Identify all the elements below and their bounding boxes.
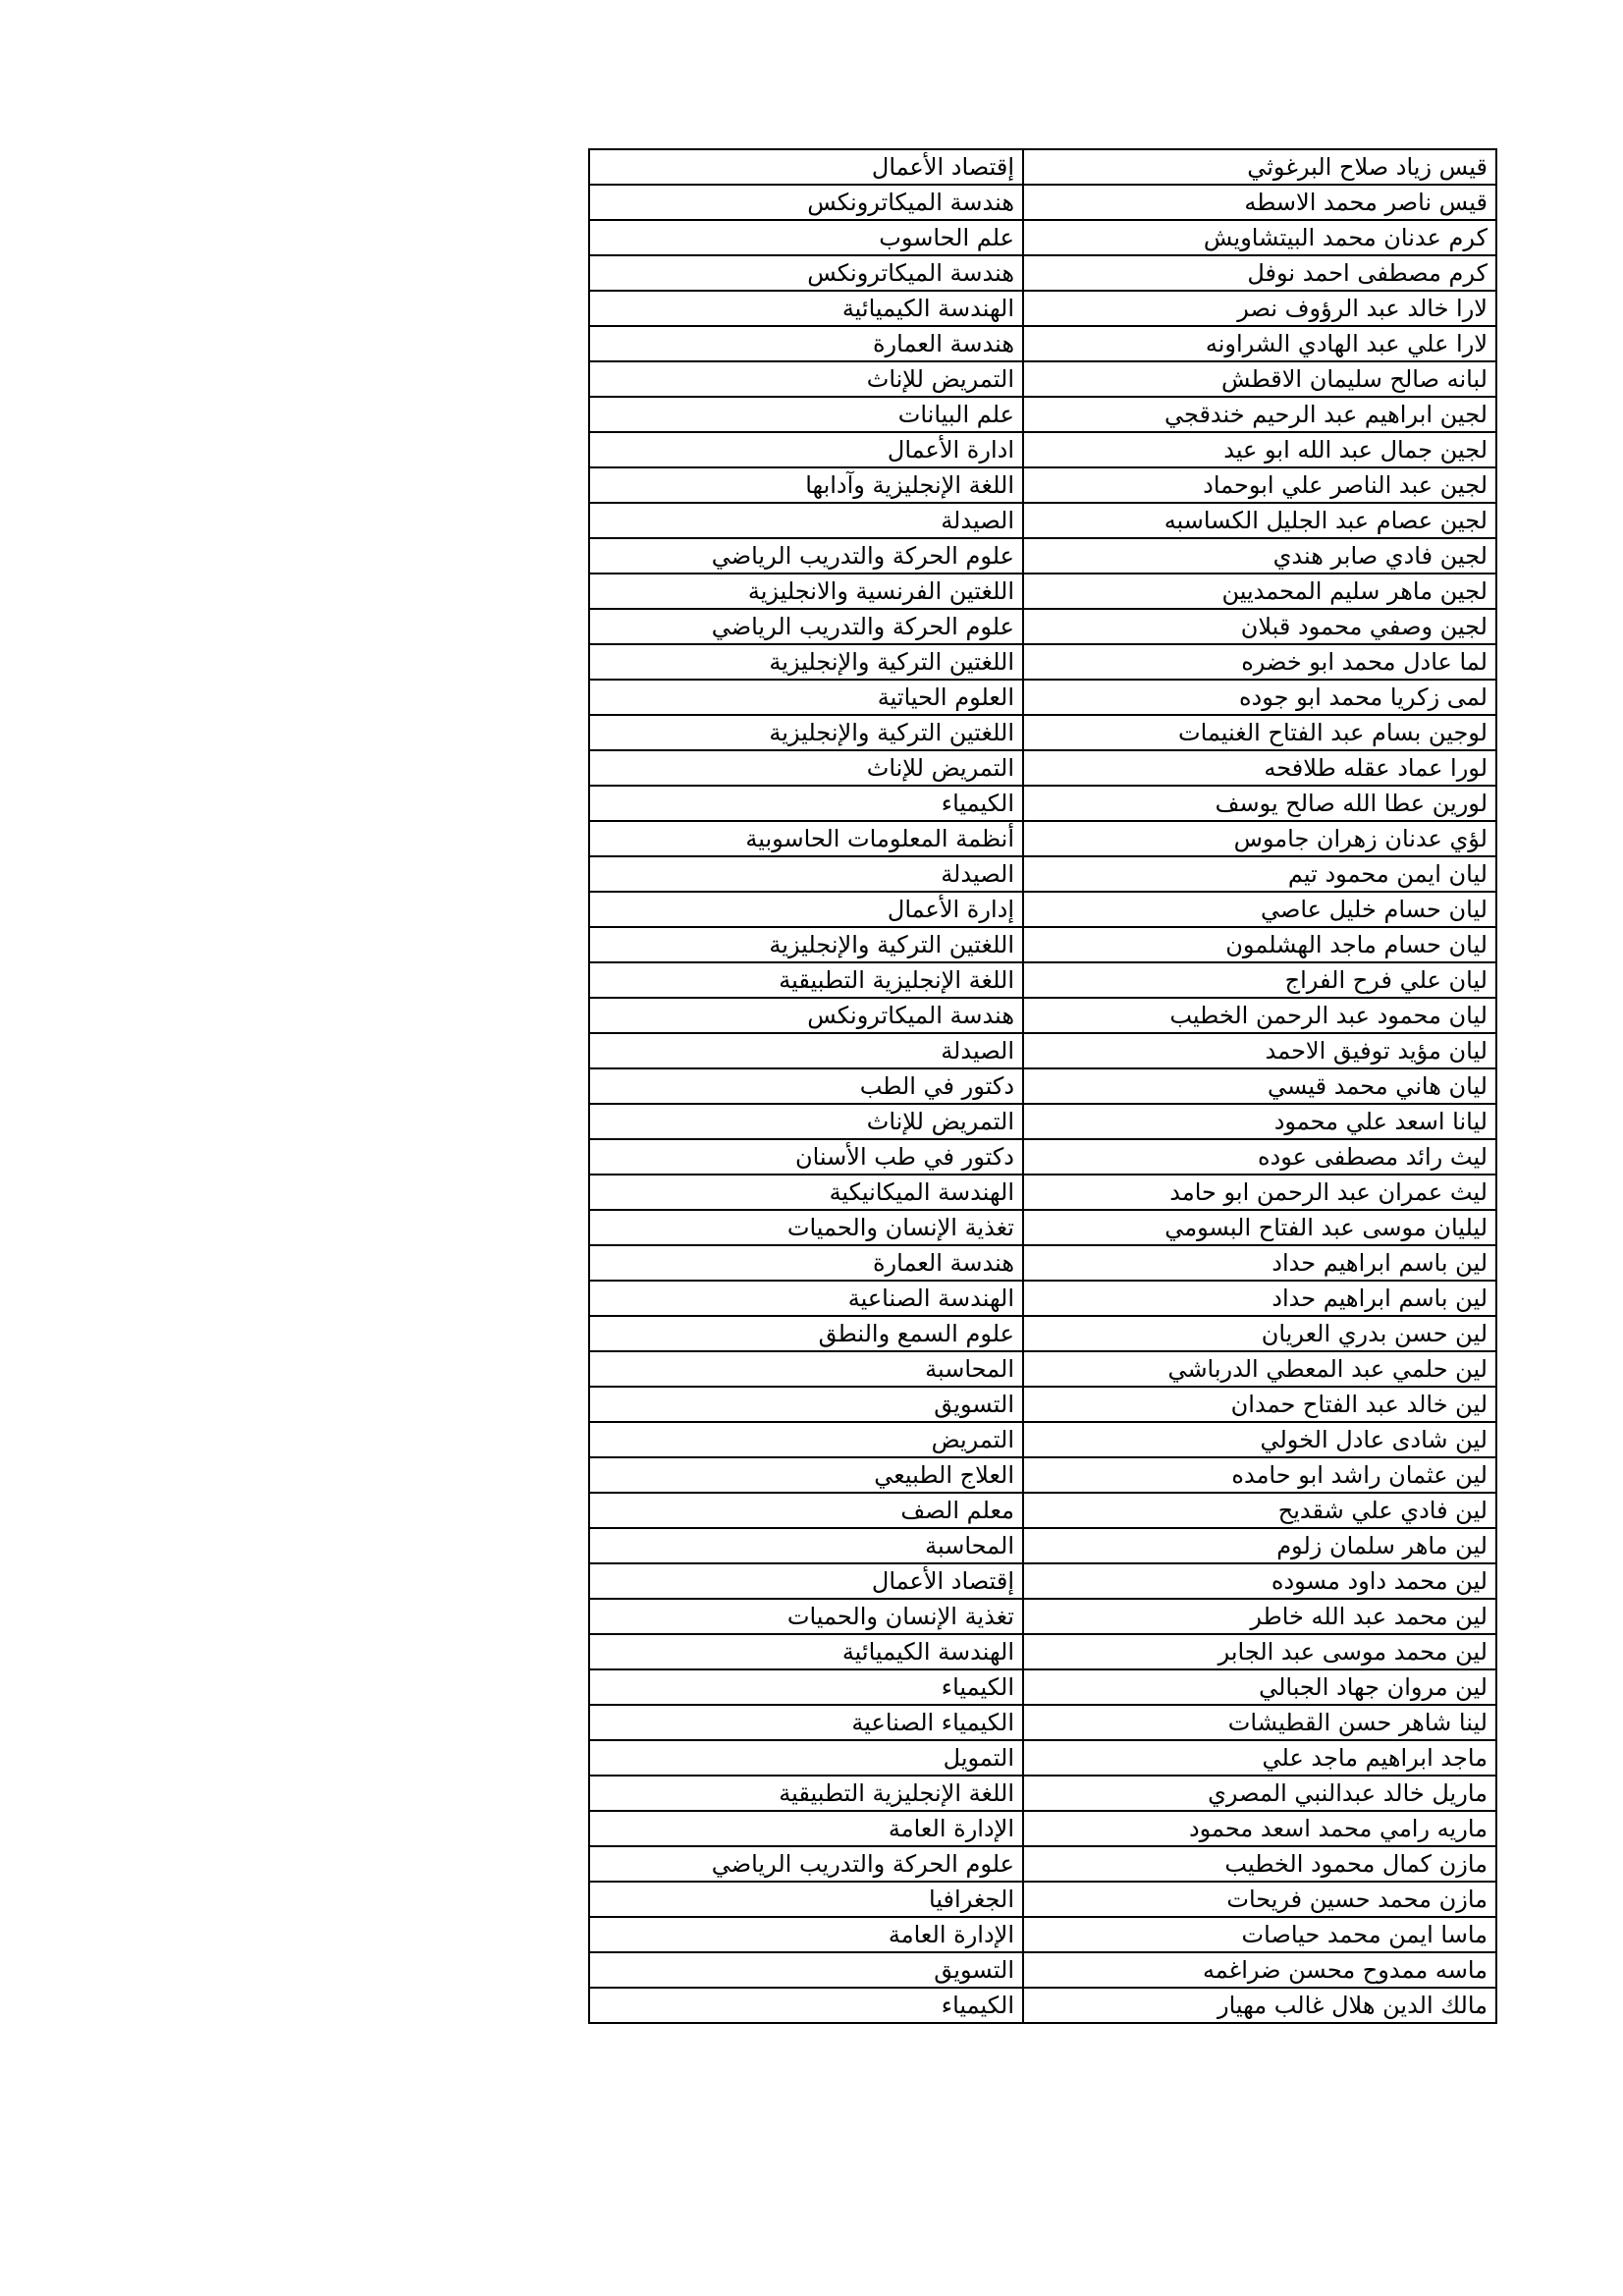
student-name-cell: لين فادي علي شقديح bbox=[1023, 1493, 1496, 1528]
major-cell: هندسة الميكاترونكس bbox=[589, 998, 1023, 1033]
table-row bbox=[589, 1033, 1496, 1068]
table-row bbox=[589, 467, 1496, 503]
student-name-cell: لين خالد عبد الفتاح حمدان bbox=[1023, 1387, 1496, 1422]
table-row bbox=[589, 255, 1496, 291]
table-row bbox=[589, 538, 1496, 574]
table-row bbox=[589, 680, 1496, 715]
major-cell: الكيمياء bbox=[589, 1669, 1023, 1705]
major-cell: هندسة الميكاترونكس bbox=[589, 185, 1023, 220]
table-row bbox=[589, 432, 1496, 467]
major-cell: هندسة الميكاترونكس bbox=[589, 255, 1023, 291]
table-row bbox=[589, 1846, 1496, 1882]
student-name-cell: لبانه صالح سليمان الاقطش bbox=[1023, 361, 1496, 397]
major-cell: الهندسة الكيميائية bbox=[589, 1634, 1023, 1669]
table-row bbox=[589, 1245, 1496, 1281]
major-cell: علم البيانات bbox=[589, 397, 1023, 432]
major-cell: اللغتين الفرنسية والانجليزية bbox=[589, 574, 1023, 609]
major-cell: إقتصاد الأعمال bbox=[589, 149, 1023, 185]
table-row bbox=[589, 856, 1496, 892]
major-cell: علوم الحركة والتدريب الرياضي bbox=[589, 538, 1023, 574]
student-name-cell: قيس زياد صلاح البرغوثي bbox=[1023, 149, 1496, 185]
student-name-cell: لين حلمي عبد المعطي الدرباشي bbox=[1023, 1351, 1496, 1387]
table-row bbox=[589, 1139, 1496, 1175]
table-row bbox=[589, 1705, 1496, 1740]
student-name-cell: لجين وصفي محمود قبلان bbox=[1023, 609, 1496, 644]
student-name-cell: ليان حسام خليل عاصي bbox=[1023, 892, 1496, 927]
student-name-cell: ماجد ابراهيم ماجد علي bbox=[1023, 1740, 1496, 1776]
student-name-cell: لين باسم ابراهيم حداد bbox=[1023, 1281, 1496, 1316]
major-cell: المحاسبة bbox=[589, 1528, 1023, 1563]
student-name-cell: كرم عدنان محمد البيتشاويش bbox=[1023, 220, 1496, 255]
table-row bbox=[589, 1776, 1496, 1811]
major-cell: معلم الصف bbox=[589, 1493, 1023, 1528]
major-cell: اللغة الإنجليزية وآدابها bbox=[589, 467, 1023, 503]
student-name-cell: ليث عمران عبد الرحمن ابو حامد bbox=[1023, 1175, 1496, 1210]
student-name-cell: ليانا اسعد علي محمود bbox=[1023, 1104, 1496, 1139]
table-row bbox=[589, 291, 1496, 326]
major-cell: اللغتين التركية والإنجليزية bbox=[589, 644, 1023, 680]
major-cell: إقتصاد الأعمال bbox=[589, 1563, 1023, 1599]
student-name-cell: قيس ناصر محمد الاسطه bbox=[1023, 185, 1496, 220]
major-cell: الصيدلة bbox=[589, 1033, 1023, 1068]
major-cell: التمريض للإناث bbox=[589, 361, 1023, 397]
table-row bbox=[589, 644, 1496, 680]
table-row bbox=[589, 1669, 1496, 1705]
student-name-cell: ماريه رامي محمد اسعد محمود bbox=[1023, 1811, 1496, 1846]
table-row bbox=[589, 1422, 1496, 1457]
major-cell: علوم السمع والنطق bbox=[589, 1316, 1023, 1351]
major-cell: العلوم الحياتية bbox=[589, 680, 1023, 715]
major-cell: التمريض للإناث bbox=[589, 750, 1023, 786]
student-name-cell: ماسا ايمن محمد حياصات bbox=[1023, 1917, 1496, 1952]
major-cell: أنظمة المعلومات الحاسوبية bbox=[589, 821, 1023, 856]
table-row bbox=[589, 750, 1496, 786]
student-major-table bbox=[588, 148, 1497, 2024]
student-name-cell: ليان ايمن محمود تيم bbox=[1023, 856, 1496, 892]
student-name-cell: لجين ابراهيم عبد الرحيم خندقجي bbox=[1023, 397, 1496, 432]
table-row bbox=[589, 149, 1496, 185]
table-row bbox=[589, 1563, 1496, 1599]
major-cell: المحاسبة bbox=[589, 1351, 1023, 1387]
major-cell: علوم الحركة والتدريب الرياضي bbox=[589, 609, 1023, 644]
student-name-cell: لين محمد عبد الله خاطر bbox=[1023, 1599, 1496, 1634]
table-row bbox=[589, 326, 1496, 361]
student-name-cell: كرم مصطفى احمد نوفل bbox=[1023, 255, 1496, 291]
major-cell: الكيمياء bbox=[589, 1988, 1023, 2023]
major-cell: دكتور في الطب bbox=[589, 1068, 1023, 1104]
table-row bbox=[589, 1104, 1496, 1139]
major-cell: الجغرافيا bbox=[589, 1882, 1023, 1917]
student-name-cell: ماسه ممدوح محسن ضراغمه bbox=[1023, 1952, 1496, 1988]
student-name-cell: لجين عبد الناصر علي ابوحماد bbox=[1023, 467, 1496, 503]
major-cell: علم الحاسوب bbox=[589, 220, 1023, 255]
student-name-cell: ليان حسام ماجد الهشلمون bbox=[1023, 927, 1496, 962]
table-row bbox=[589, 962, 1496, 998]
student-name-cell: لين محمد موسى عبد الجابر bbox=[1023, 1634, 1496, 1669]
table-row bbox=[589, 1351, 1496, 1387]
major-cell: اللغة الإنجليزية التطبيقية bbox=[589, 1776, 1023, 1811]
major-cell: التمريض bbox=[589, 1422, 1023, 1457]
major-cell: ادارة الأعمال bbox=[589, 432, 1023, 467]
table-row bbox=[589, 927, 1496, 962]
student-name-cell: لارا خالد عبد الرؤوف نصر bbox=[1023, 291, 1496, 326]
major-cell: تغذية الإنسان والحميات bbox=[589, 1599, 1023, 1634]
table-row bbox=[589, 892, 1496, 927]
student-name-cell: لجين جمال عبد الله ابو عيد bbox=[1023, 432, 1496, 467]
student-name-cell: لجين ماهر سليم المحمديين bbox=[1023, 574, 1496, 609]
major-cell: الهندسة الميكانيكية bbox=[589, 1175, 1023, 1210]
student-name-cell: ماريل خالد عبدالنبي المصري bbox=[1023, 1776, 1496, 1811]
major-cell: هندسة العمارة bbox=[589, 1245, 1023, 1281]
major-cell: العلاج الطبيعي bbox=[589, 1457, 1023, 1493]
student-name-cell: لمى زكريا محمد ابو جوده bbox=[1023, 680, 1496, 715]
major-cell: الصيدلة bbox=[589, 856, 1023, 892]
table-row bbox=[589, 1175, 1496, 1210]
student-name-cell: ليان مؤيد توفيق الاحمد bbox=[1023, 1033, 1496, 1068]
table-row bbox=[589, 503, 1496, 538]
table-row bbox=[589, 1882, 1496, 1917]
major-cell: الهندسة الصناعية bbox=[589, 1281, 1023, 1316]
major-cell: دكتور في طب الأسنان bbox=[589, 1139, 1023, 1175]
major-cell: علوم الحركة والتدريب الرياضي bbox=[589, 1846, 1023, 1882]
student-name-cell: ليث رائد مصطفى عوده bbox=[1023, 1139, 1496, 1175]
table-row bbox=[589, 1952, 1496, 1988]
student-name-cell: لوجين بسام عبد الفتاح الغنيمات bbox=[1023, 715, 1496, 750]
student-name-cell: لين عثمان راشد ابو حامده bbox=[1023, 1457, 1496, 1493]
student-name-cell: لين محمد داود مسوده bbox=[1023, 1563, 1496, 1599]
student-name-cell: لين مروان جهاد الجبالي bbox=[1023, 1669, 1496, 1705]
table-row bbox=[589, 1387, 1496, 1422]
student-name-cell: مازن محمد حسين فريحات bbox=[1023, 1882, 1496, 1917]
major-cell: اللغة الإنجليزية التطبيقية bbox=[589, 962, 1023, 998]
student-name-cell: لين شادى عادل الخولي bbox=[1023, 1422, 1496, 1457]
student-name-cell: ليان هاني محمد قيسي bbox=[1023, 1068, 1496, 1104]
table-row bbox=[589, 1210, 1496, 1245]
major-cell: الصيدلة bbox=[589, 503, 1023, 538]
student-name-cell: ليليان موسى عبد الفتاح البسومي bbox=[1023, 1210, 1496, 1245]
table-row bbox=[589, 1811, 1496, 1846]
student-name-cell: لؤي عدنان زهران جاموس bbox=[1023, 821, 1496, 856]
table-row bbox=[589, 998, 1496, 1033]
student-name-cell: لجين عصام عبد الجليل الكساسبه bbox=[1023, 503, 1496, 538]
major-cell: التمويل bbox=[589, 1740, 1023, 1776]
student-name-cell: لجين فادي صابر هندي bbox=[1023, 538, 1496, 574]
table-row bbox=[589, 361, 1496, 397]
table-row bbox=[589, 609, 1496, 644]
major-cell: الكيمياء bbox=[589, 786, 1023, 821]
major-cell: التمريض للإناث bbox=[589, 1104, 1023, 1139]
major-cell: هندسة العمارة bbox=[589, 326, 1023, 361]
table-row bbox=[589, 1528, 1496, 1563]
major-cell: الهندسة الكيميائية bbox=[589, 291, 1023, 326]
table-row bbox=[589, 1316, 1496, 1351]
table-row bbox=[589, 1281, 1496, 1316]
student-name-cell: لورا عماد عقله طلافحه bbox=[1023, 750, 1496, 786]
table-row bbox=[589, 786, 1496, 821]
student-name-cell: ليان محمود عبد الرحمن الخطيب bbox=[1023, 998, 1496, 1033]
table-row bbox=[589, 220, 1496, 255]
table-row bbox=[589, 1493, 1496, 1528]
table-row bbox=[589, 574, 1496, 609]
major-cell: اللغتين التركية والإنجليزية bbox=[589, 715, 1023, 750]
major-cell: التسويق bbox=[589, 1387, 1023, 1422]
student-name-cell: لارا علي عبد الهادي الشراونه bbox=[1023, 326, 1496, 361]
student-name-cell: مالك الدين هلال غالب مهيار bbox=[1023, 1988, 1496, 2023]
major-cell: إدارة الأعمال bbox=[589, 892, 1023, 927]
student-name-cell: لينا شاهر حسن القطيشات bbox=[1023, 1705, 1496, 1740]
student-name-cell: لين ماهر سلمان زلوم bbox=[1023, 1528, 1496, 1563]
student-name-cell: لورين عطا الله صالح يوسف bbox=[1023, 786, 1496, 821]
major-cell: التسويق bbox=[589, 1952, 1023, 1988]
table-row bbox=[589, 1068, 1496, 1104]
major-cell: اللغتين التركية والإنجليزية bbox=[589, 927, 1023, 962]
major-cell: الإدارة العامة bbox=[589, 1811, 1023, 1846]
table-row bbox=[589, 1740, 1496, 1776]
table-row bbox=[589, 1917, 1496, 1952]
table-row bbox=[589, 1599, 1496, 1634]
student-name-cell: ليان علي فرح الفراج bbox=[1023, 962, 1496, 998]
student-name-cell: لين باسم ابراهيم حداد bbox=[1023, 1245, 1496, 1281]
table-row bbox=[589, 397, 1496, 432]
table-row bbox=[589, 821, 1496, 856]
table-row bbox=[589, 1988, 1496, 2023]
major-cell: الكيمياء الصناعية bbox=[589, 1705, 1023, 1740]
table-row bbox=[589, 715, 1496, 750]
student-name-cell: لين حسن بدري العريان bbox=[1023, 1316, 1496, 1351]
table-body bbox=[589, 149, 1496, 2023]
table-row bbox=[589, 1634, 1496, 1669]
table-row bbox=[589, 185, 1496, 220]
student-name-cell: لما عادل محمد ابو خضره bbox=[1023, 644, 1496, 680]
table-row bbox=[589, 1457, 1496, 1493]
major-cell: تغذية الإنسان والحميات bbox=[589, 1210, 1023, 1245]
major-cell: الإدارة العامة bbox=[589, 1917, 1023, 1952]
student-name-cell: مازن كمال محمود الخطيب bbox=[1023, 1846, 1496, 1882]
